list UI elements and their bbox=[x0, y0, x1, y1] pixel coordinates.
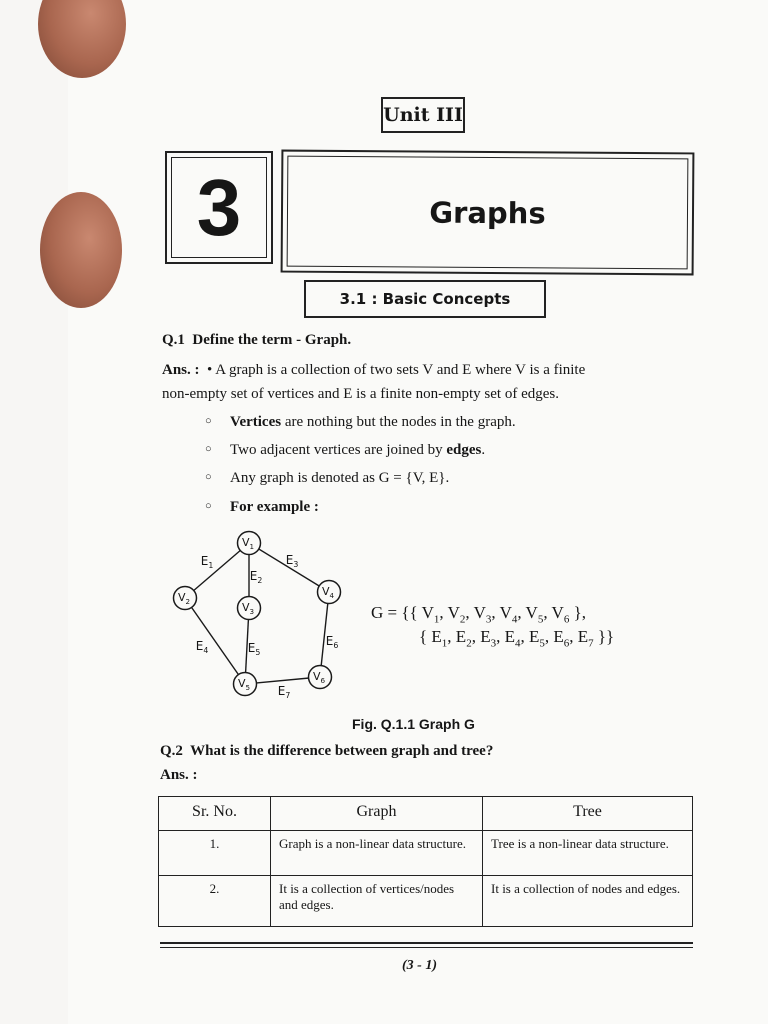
table-header: Graph bbox=[271, 797, 483, 831]
bullet-1-bold: Vertices bbox=[230, 414, 282, 430]
vertex-label-v2: $V_2$ bbox=[177, 591, 191, 606]
edge-label-e7: $E_7$ bbox=[277, 684, 291, 700]
chapter-number: 3 bbox=[171, 157, 267, 258]
table-cell: Tree is a non-linear data structure. bbox=[483, 831, 693, 876]
q1-ans-label: Ans. : bbox=[162, 362, 200, 378]
q1-answer-text1: • A graph is a collection of two sets V and E where V is a finite bbox=[207, 362, 586, 378]
graph-formula-line2: { $E_1$, $E_2$, $E_3$, $E_4$, $E_5$, $E_6$, $E_7$ }} bbox=[419, 627, 615, 650]
table-header: Sr. No. bbox=[159, 797, 271, 831]
q1-answer-line2: non-empty set of vertices and E is a finite non-empty set of edges. bbox=[162, 386, 559, 402]
table-cell: It is a collection of vertices/nodes and edges. bbox=[271, 876, 483, 927]
graph-edge-e1 bbox=[185, 543, 249, 598]
q1-question: Define the term - Graph. bbox=[192, 332, 352, 348]
section-heading: 3.1 : Basic Concepts bbox=[304, 280, 546, 318]
bullet-2-end: . bbox=[481, 442, 486, 458]
footer-rule bbox=[160, 942, 693, 944]
bullet-2-text: Two adjacent vertices are joined by bbox=[230, 442, 447, 458]
vertex-label-v4: $V_4$ bbox=[321, 585, 335, 600]
q2-label: Q.2 bbox=[160, 743, 183, 759]
vertex-label-v1: $V_1$ bbox=[241, 536, 255, 551]
chapter-title-box bbox=[281, 150, 695, 276]
bullet-item-3: Any graph is denoted as G = {V, E}. bbox=[230, 470, 450, 486]
edge-label-e1: $E_1$ bbox=[200, 554, 214, 570]
table-cell: Graph is a non-linear data structure. bbox=[271, 831, 483, 876]
bullet-item-1 bbox=[230, 413, 516, 431]
bullet-1-text: are nothing but the nodes in the graph. bbox=[281, 414, 516, 430]
table-cell: It is a collection of nodes and edges. bbox=[483, 876, 693, 927]
edge-label-e2: $E_2$ bbox=[249, 569, 263, 585]
chapter-title: Graphs bbox=[287, 156, 689, 270]
comparison-table bbox=[158, 796, 693, 927]
bullet-icon: ○ bbox=[205, 471, 212, 483]
graph-formula-line1: G = {{ $V_1$, $V_2$, $V_3$, $V_4$, $V_5$, $V_6$ }, bbox=[371, 603, 586, 626]
table-header: Tree bbox=[483, 797, 693, 831]
q2-heading bbox=[160, 742, 493, 760]
graph-edge-e4 bbox=[185, 598, 245, 684]
q1-heading bbox=[162, 331, 351, 349]
table-header-row bbox=[159, 797, 693, 831]
vertex-label-v6: $V_6$ bbox=[312, 670, 326, 685]
vertex-label-v3: $V_3$ bbox=[241, 601, 255, 616]
bullet-item-2 bbox=[230, 441, 485, 459]
vertex-label-v5: $V_5$ bbox=[237, 677, 251, 692]
q1-answer-line1 bbox=[162, 361, 585, 379]
table-row bbox=[159, 876, 693, 927]
chapter-number-box bbox=[165, 151, 273, 264]
edge-label-e6: $E_6$ bbox=[325, 634, 339, 650]
bullet-2-bold: edges bbox=[446, 442, 482, 458]
bullet-item-4: For example : bbox=[230, 499, 319, 515]
edge-label-e4: $E_4$ bbox=[195, 639, 209, 655]
bullet-icon: ○ bbox=[205, 415, 212, 427]
page-number: (3 - 1) bbox=[402, 958, 437, 973]
footer-rule bbox=[160, 947, 693, 948]
bullet-icon: ○ bbox=[205, 500, 212, 512]
bullet-icon: ○ bbox=[205, 443, 212, 455]
table-cell: 1. bbox=[159, 831, 271, 876]
figure-caption: Fig. Q.1.1 Graph G bbox=[352, 716, 475, 732]
q2-ans-label: Ans. : bbox=[160, 767, 198, 783]
graph-figure bbox=[160, 520, 360, 710]
unit-label: Unit III bbox=[381, 97, 465, 133]
q2-question: What is the difference between graph and tree? bbox=[190, 743, 494, 759]
finger-middle bbox=[40, 192, 122, 308]
q1-label: Q.1 bbox=[162, 332, 185, 348]
edge-label-e3: $E_3$ bbox=[285, 553, 299, 569]
edge-label-e5: $E_5$ bbox=[247, 641, 261, 657]
table-cell: 2. bbox=[159, 876, 271, 927]
table-row bbox=[159, 831, 693, 876]
